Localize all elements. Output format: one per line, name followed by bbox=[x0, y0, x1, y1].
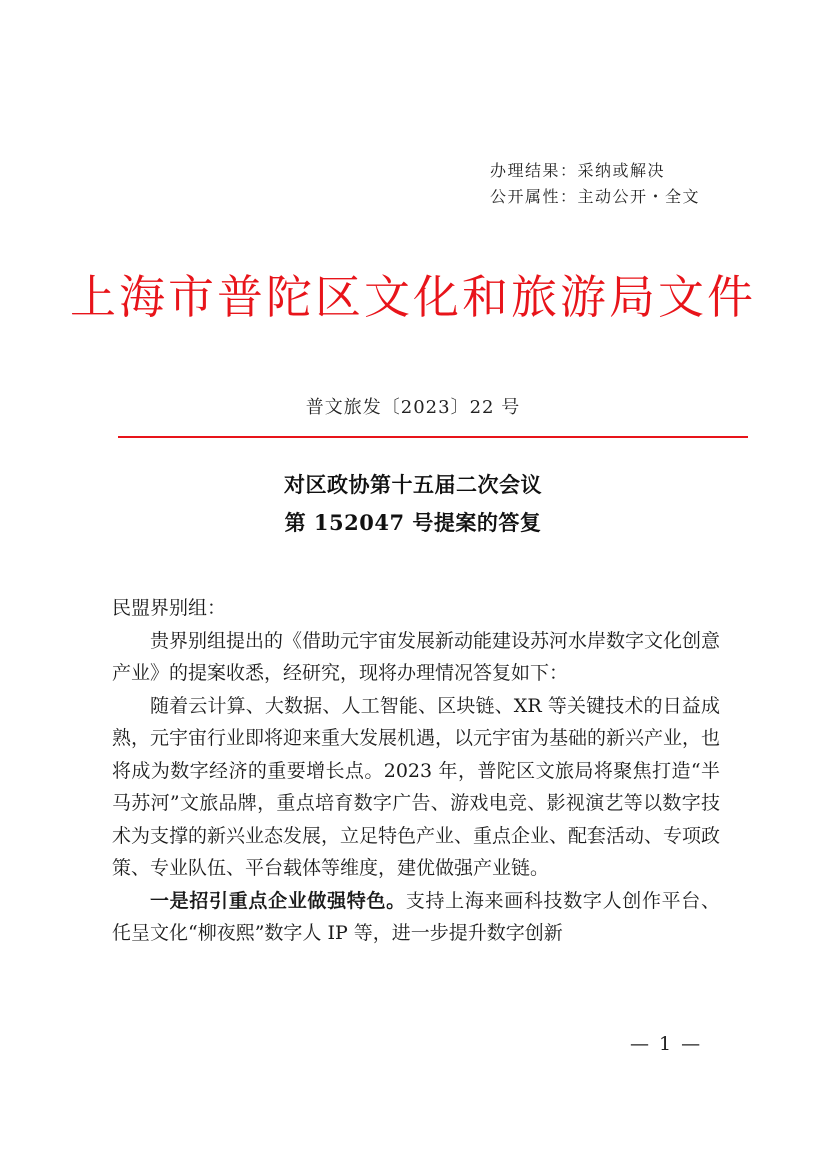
paragraph-1: 贵界别组提出的《借助元宇宙发展新动能建设苏河水岸数字文化创意产业》的提案收悉，经研究，现将办理情况答复如下： bbox=[112, 629, 721, 684]
document-title bbox=[0, 466, 826, 542]
document-body bbox=[112, 592, 720, 950]
page-number: — 1 — bbox=[630, 1033, 703, 1055]
title-line-1: 对区政协第十五届二次会议 bbox=[284, 472, 542, 497]
issuer-title: 上海市普陀区文化和旅游局文件 bbox=[70, 270, 756, 324]
document-meta bbox=[490, 158, 700, 210]
paragraph-2: 随着云计算、大数据、人工智能、区块链、XR 等关键技术的日益成熟，元宇宙行业即将迎来重大发展机遇，以元宇宙为基础的新兴产业，也将成为数字经济的重要增长点。2023 年，普陀区文旅局将聚焦打造“半马苏河”文旅品牌，重点培育数字广告、游戏电竞、影视演艺等以数字技术为支撑的新兴业态发展，立足特色产业、重点企业、配套活动、专项政策、专业队伍、平台载体等维度，建优做强产业链。 bbox=[112, 694, 721, 879]
paragraph-3-text: 支持上海来画科技数字人创作平台、仛呈文化“柳夜熙”数字人 IP 等，进一步提升数字创新 bbox=[112, 889, 720, 944]
title-line-2: 第 152047 号提案的答复 bbox=[284, 510, 542, 535]
paragraph-3-lead: 一是招引重点企业做强特色。 bbox=[150, 889, 406, 912]
handling-result: 办理结果：采纳或解决 bbox=[490, 161, 666, 180]
paragraph-3 bbox=[112, 885, 720, 950]
salutation: 民盟界别组： bbox=[112, 597, 227, 619]
document-number: 普文旅发〔2023〕22 号 bbox=[305, 397, 521, 418]
red-divider bbox=[118, 436, 748, 438]
publicity-attribute: 公开属性：主动公开・全文 bbox=[490, 187, 701, 206]
